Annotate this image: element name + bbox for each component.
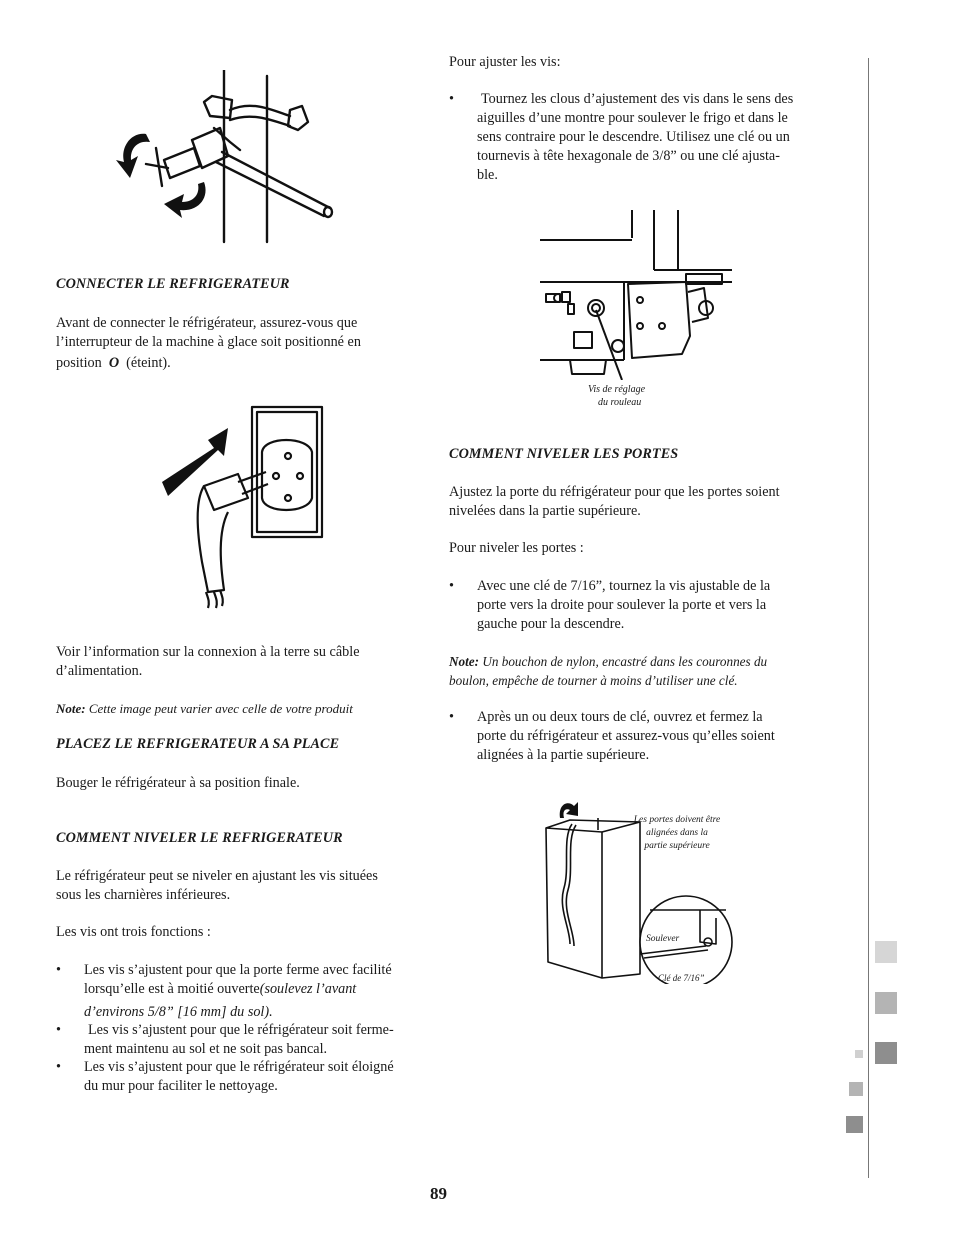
paragraph-place: Bouger le réfrigérateur à sa position finale. (56, 775, 300, 791)
list-item: • Les vis s’ajustent pour que le réfrigérateur soit ferme- ment maintenu au sol et ne soit pas bancal. (56, 1022, 394, 1057)
paragraph-ground: Voir l’information sur la connexion à la terre su câble d’alimentation. (56, 644, 360, 679)
heading-place: PLACEZ LE REFRIGERATEUR A SA PLACE (56, 736, 340, 752)
paragraph-doors-intro: Pour niveler les portes : (449, 540, 584, 556)
page-number: 89 (430, 1184, 447, 1203)
note-nylon-plug: Note: Un bouchon de nylon, encastré dans les couronnes du boulon, empêche de tourner à moins d’utiliser une clé. (449, 654, 768, 688)
roller-screw-illustration (538, 208, 734, 380)
list-item: • Les vis s’ajustent pour que le réfrigérateur soit éloigné du mur pour faciliter le nettoyage. (56, 1059, 394, 1094)
margin-rule (868, 58, 869, 1178)
list-item: • Avec une clé de 7/16”, tournez la vis ajustable de la porte vers la droite pour soulever la porte et vers la gauche pour la descendre. (449, 578, 771, 632)
caption-roller-screw: Vis de réglage du rouleau (588, 384, 646, 408)
paragraph-level: Le réfrigérateur peut se niveler en ajustant les vis situées sous les charnières inférieures. (56, 868, 378, 903)
paragraph-doors: Ajustez la porte du réfrigérateur pour que les portes soient nivelées dans la partie supérieure. (449, 484, 780, 519)
caption-wrench: Clé de 7/16” (658, 973, 705, 983)
water-valve-illustration (112, 70, 342, 245)
heading-connect: CONNECTER LE REFRIGERATEUR (56, 276, 290, 292)
heading-level-doors: COMMENT NIVELER LES PORTES (449, 446, 679, 462)
note-image-vary: Note: Cette image peut varier avec celle de votre produit (56, 701, 353, 716)
list-item: • Tournez les clous d’ajustement des vis dans le sens des aiguilles d’une montre pour soulever le frigo et dans le sens contraire pour le descendre. Utilisez une clé ou un tournevis à tête hexagonale de 3/8” ou une clé ajusta- ble. (449, 91, 794, 183)
switch-off-symbol: O (108, 355, 120, 371)
section-tab (875, 992, 897, 1014)
section-marker (846, 1116, 863, 1133)
section-marker (855, 1050, 863, 1058)
section-tab-active (875, 1042, 897, 1064)
list-item: • Les vis s’ajustent pour que la porte ferme avec facilité lorsqu’elle est à moitié ouverte(soulevez l’avant d’environs 5/8” [16 mm] du sol). (56, 962, 392, 1020)
section-marker (849, 1082, 863, 1096)
section-tab (875, 941, 897, 963)
paragraph-adjust: Pour ajuster les vis: (449, 54, 561, 70)
caption-lift: Soulever (646, 934, 680, 944)
paragraph-three-functions: Les vis ont trois fonctions : (56, 924, 211, 940)
caption-doors-aligned: Les portes doivent être alignées dans la partie supérieure (633, 815, 721, 851)
heading-level-fridge: COMMENT NIVELER LE REFRIGERATEUR (56, 830, 343, 846)
list-item: • Après un ou deux tours de clé, ouvrez et fermez la porte du réfrigérateur et assurez-vous qu’elles soient alignées à la partie supérieure. (449, 709, 775, 763)
plug-outlet-illustration (158, 402, 330, 612)
paragraph-connect: Avant de connecter le réfrigérateur, assurez-vous que l’interrupteur de la machine à glace soit positionné en position O (éteint). (56, 315, 361, 371)
